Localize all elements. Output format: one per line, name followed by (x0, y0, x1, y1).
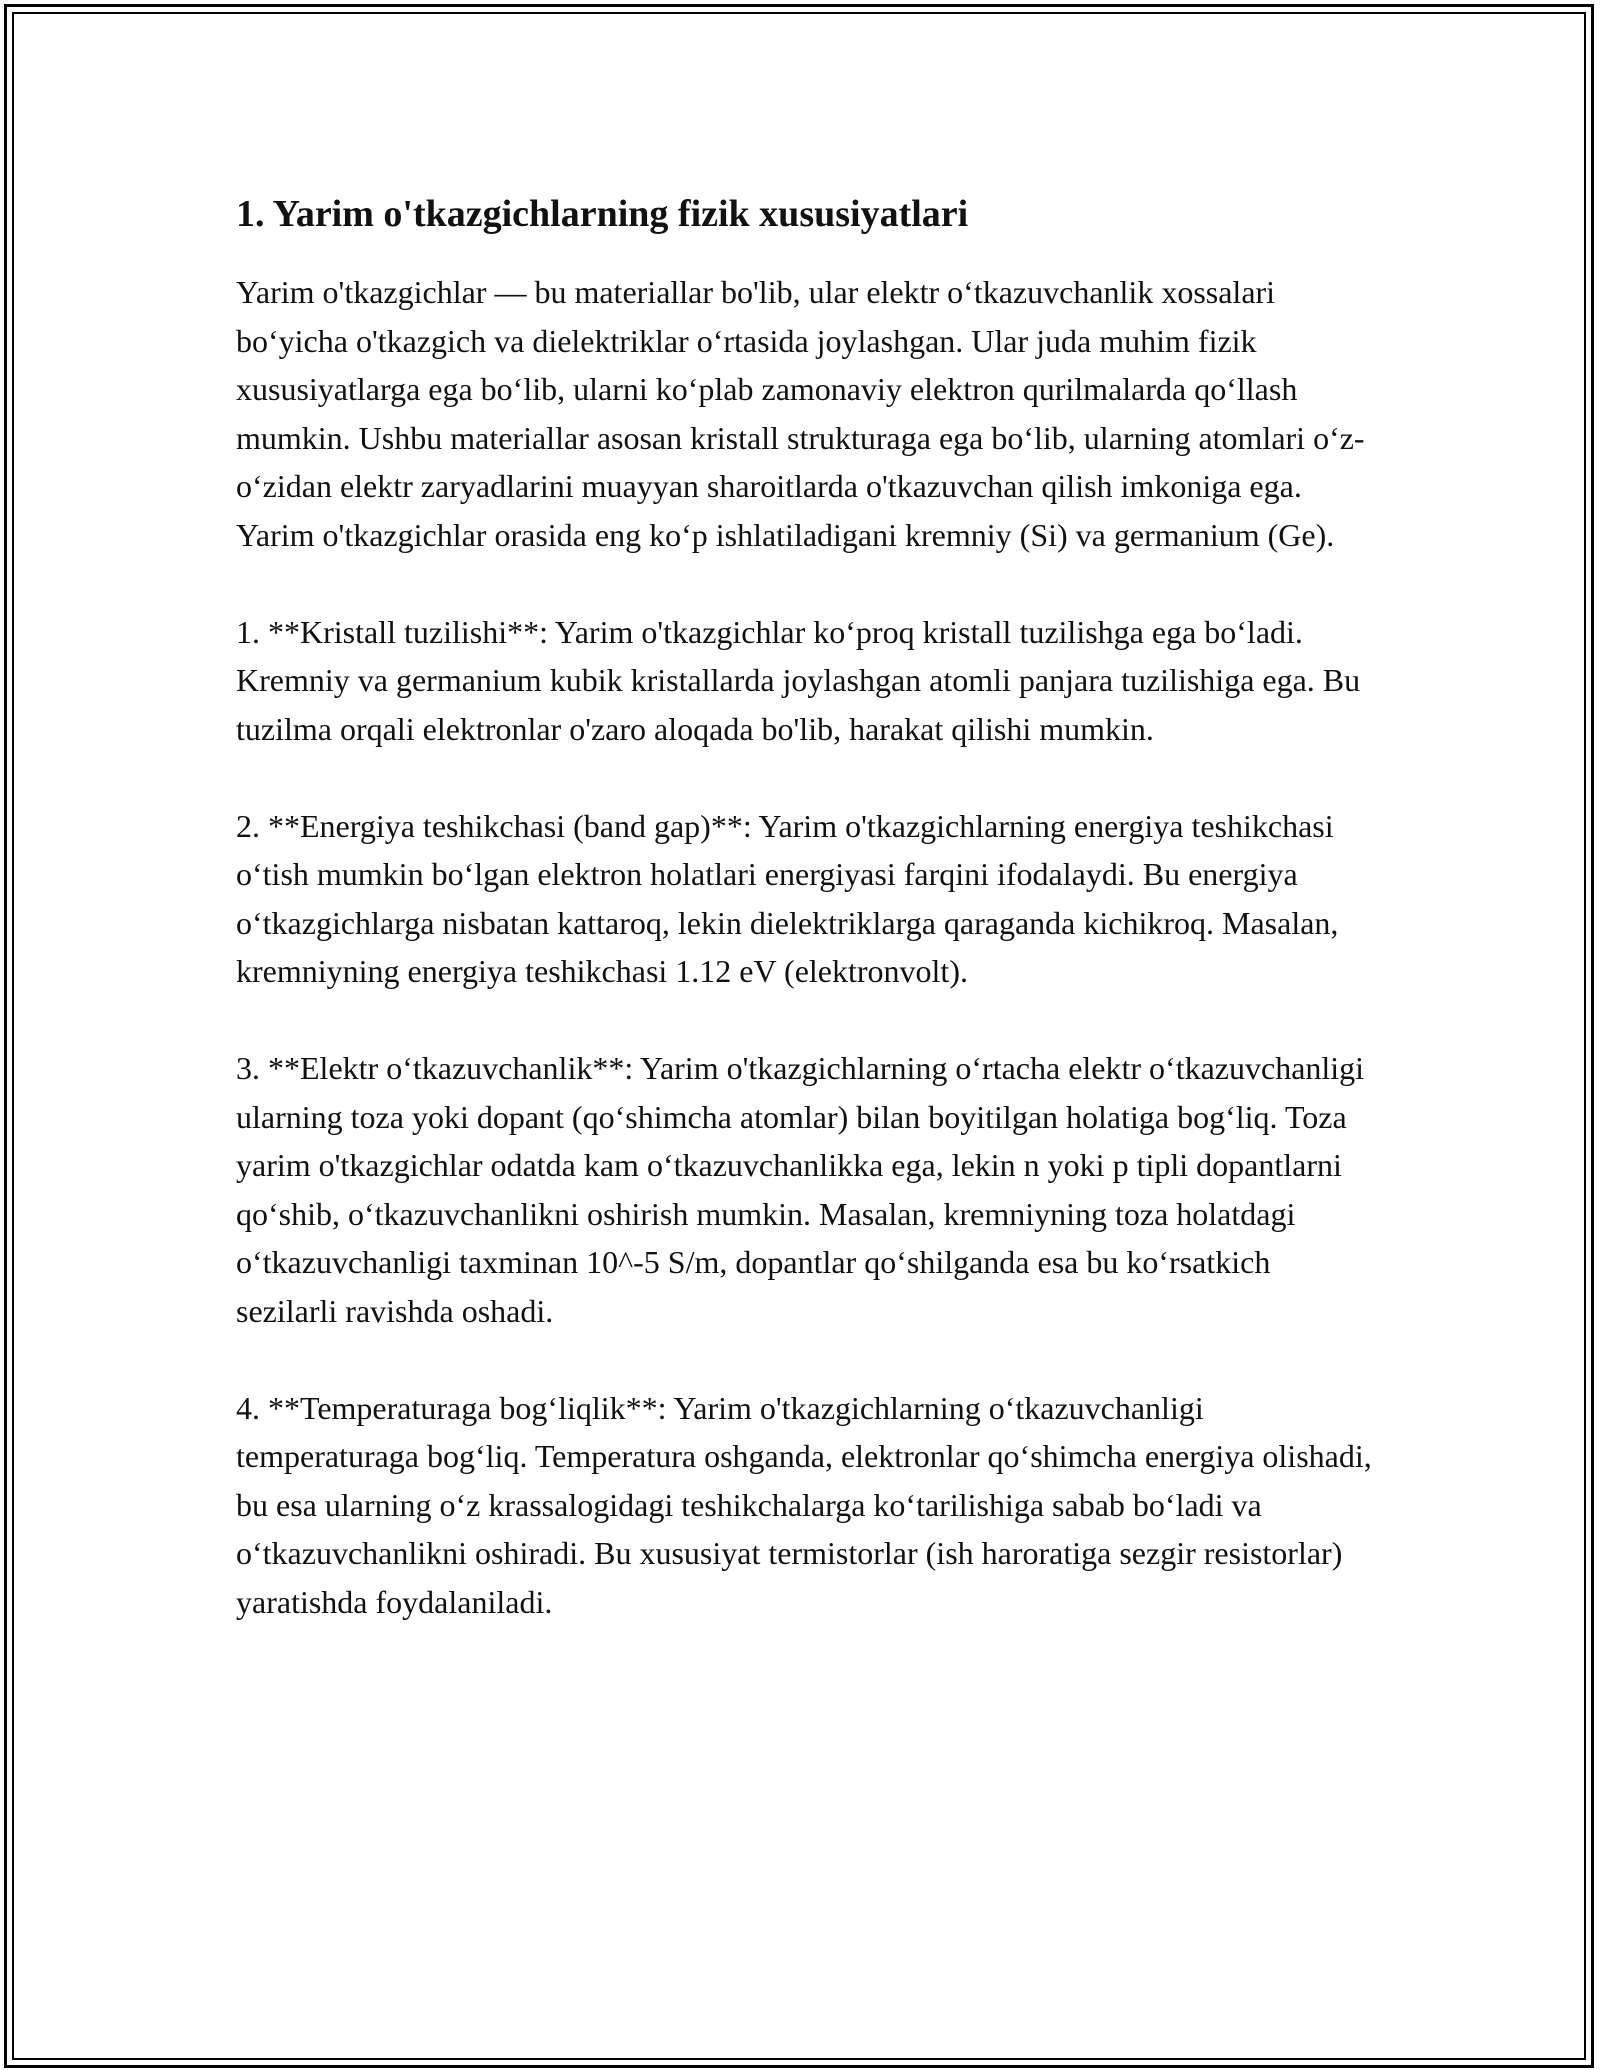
document-title: 1. Yarim o'tkazgichlarning fizik xususiyatlari (236, 193, 969, 235)
list-item-crystal-structure: 1. **Kristall tuzilishi**: Yarim o'tkazgichlar ko‘proq kristall tuzilishga ega bo‘ladi. Kremniy va germanium kubik kristallarda joylashgan atomli panjara tuzilishiga ega. Bu tuzilma orqali elektronlar o'zaro aloqada bo'lib, harakat qilishi mumkin. (236, 613, 1361, 747)
list-item-temperature: 4. **Temperaturaga bog‘liqlik**: Yarim o'tkazgichlarning o‘tkazuvchanligi temperaturaga bog‘liq. Temperatura oshganda, elektronlar qo‘shimcha energiya olishadi, bu esa ularning o‘z krassalogidagi teshikchalarga ko‘tarilishiga sabab bo‘ladi va o‘tkazuvchanlikni oshiradi. Bu xususiyat termistorlar (ish haroratiga sezgir resistorlar) yaratishda foydalaniladi. (236, 1389, 1372, 1620)
intro-paragraph: Yarim o'tkazgichlar — bu materiallar bo'lib, ular elektr o‘tkazuvchanlik xossalari bo‘yicha o'tkazgich va dielektriklar o‘rtasida joylashgan. Ular juda muhim fizik xususiyatlarga ega bo‘lib, ularni ko‘plab zamonaviy elektron qurilmalarda qo‘llash mumkin. Ushbu materiallar asosan kristall strukturaga ega bo‘lib, ularning atomlari o‘z-o‘zidan elektr zaryadlarini muayyan sharoitlarda o'tkazuvchan qilish imkoniga ega. Yarim o'tkazgichlar orasida eng ko‘p ishlatiladigani kremniy (Si) va germanium (Ge). (236, 274, 1365, 553)
list-item-band-gap: 2. **Energiya teshikchasi (band gap)**: Yarim o'tkazgichlarning energiya teshikchasi o‘tish mumkin bo‘lgan elektron holatlari energiyasi farqini ifodalaydi. Bu energiya o‘tkazgichlarga nisbatan kattaroq, lekin dielektriklarga qaraganda kichikroq. Masalan, kremniyning energiya teshikchasi 1.12 eV (elektronvolt). (236, 807, 1339, 989)
document-page (236, 186, 1376, 1675)
list-item-conductivity: 3. **Elektr o‘tkazuvchanlik**: Yarim o'tkazgichlarning o‘rtacha elektr o‘tkazuvchanligi ularning toza yoki dopant (qo‘shimcha atomlar) bilan boyitilgan holatiga bog‘liq. Toza yarim o'tkazgichlar odatda kam o‘tkazuvchanlikka ega, lekin n yoki p tipli dopantlarni qo‘shib, o‘tkazuvchanlikni oshirish mumkin. Masalan, kremniyning toza holatdagi o‘tkazuvchanligi taxminan 10^-5 S/m, dopantlar qo‘shilganda esa bu ko‘rsatkich sezilarli ravishda oshadi. (236, 1050, 1365, 1329)
